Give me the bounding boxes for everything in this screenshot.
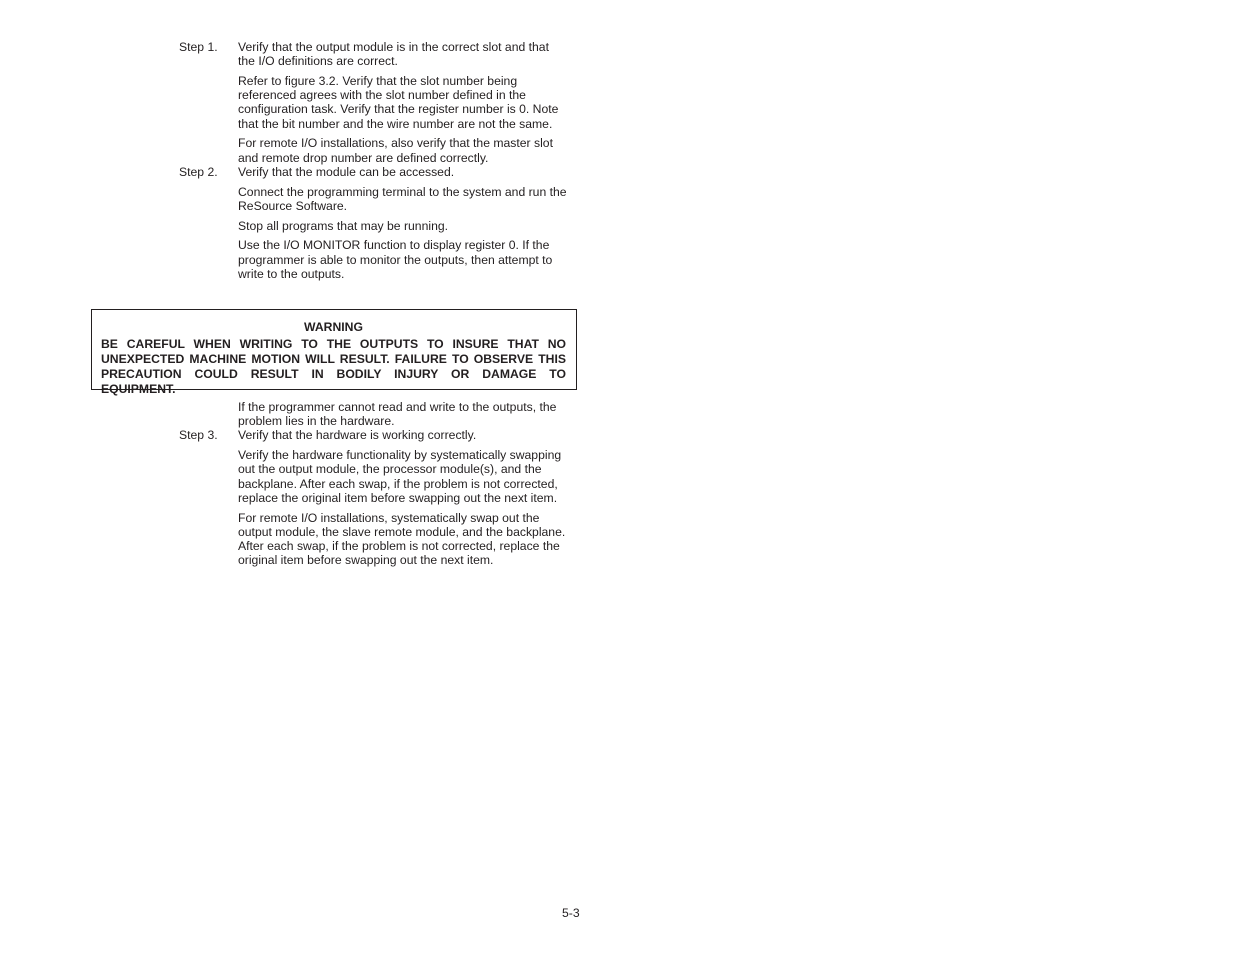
warning-box [91, 309, 577, 396]
step-label: Step 1. [179, 40, 218, 54]
step-2 [179, 165, 600, 281]
step-3-paragraph: Verify that the hardware is working correctly. [238, 428, 477, 443]
step-2-paragraph: Use the I/O MONITOR function to display register 0. If the programmer is able to monitor the outputs, then attempt to write to the outputs. [238, 238, 553, 281]
step-3-paragraph: For remote I/O installations, systematically swap out the output module, the slave remote module, and the backplane. After each swap, if the problem is not corrected, replace the original item before swapping out the next item. [238, 510, 566, 568]
continuation-paragraph: If the programmer cannot read and write to the outputs, the problem lies in the hardware. [238, 400, 557, 429]
page-number: 5-3 [562, 906, 580, 920]
warning-line: UNEXPECTED MACHINE MOTION WILL RESULT. FAILURE TO OBSERVE THIS [101, 352, 566, 366]
after-warning-section [0, 400, 568, 567]
step-3 [179, 428, 568, 567]
step-2-continuation [179, 400, 568, 428]
step-1 [179, 40, 600, 165]
step-2-paragraph: Verify that the module can be accessed. [238, 164, 455, 179]
step-2-paragraph: Connect the programming terminal to the system and run the ReSource Software. [238, 184, 567, 213]
step-label: Step 2. [179, 164, 218, 179]
warning-line: PRECAUTION COULD RESULT IN BODILY INJURY OR DAMAGE TO EQUIPMENT. [101, 367, 566, 396]
step-2-paragraph: Stop all programs that may be running. [238, 218, 449, 233]
step-1-paragraph: Verify that the output module is in the correct slot and that the I/O definitions are correct. [238, 40, 549, 69]
step-label: Step 3. [179, 428, 218, 443]
step-1-paragraph: Refer to figure 3.2. Verify that the slot number being referenced agrees with the slot number defined in the configuration task. Verify that the register number is 0. Note that the bit number and the wire number are not the same. [238, 74, 559, 131]
text-column [0, 40, 600, 568]
step-1-paragraph: For remote I/O installations, also verify that the master slot and remote drop number are defined correctly. [238, 136, 553, 165]
step-3-paragraph: Verify the hardware functionality by systematically swapping out the output module, the processor module(s), and the backplane. After each swap, if the problem is not corrected, replace the original item before swapping out the next item. [238, 448, 562, 505]
warning-title: WARNING [304, 320, 363, 334]
warning-line: BE CAREFUL WHEN WRITING TO THE OUTPUTS TO INSURE THAT NO [101, 337, 566, 351]
